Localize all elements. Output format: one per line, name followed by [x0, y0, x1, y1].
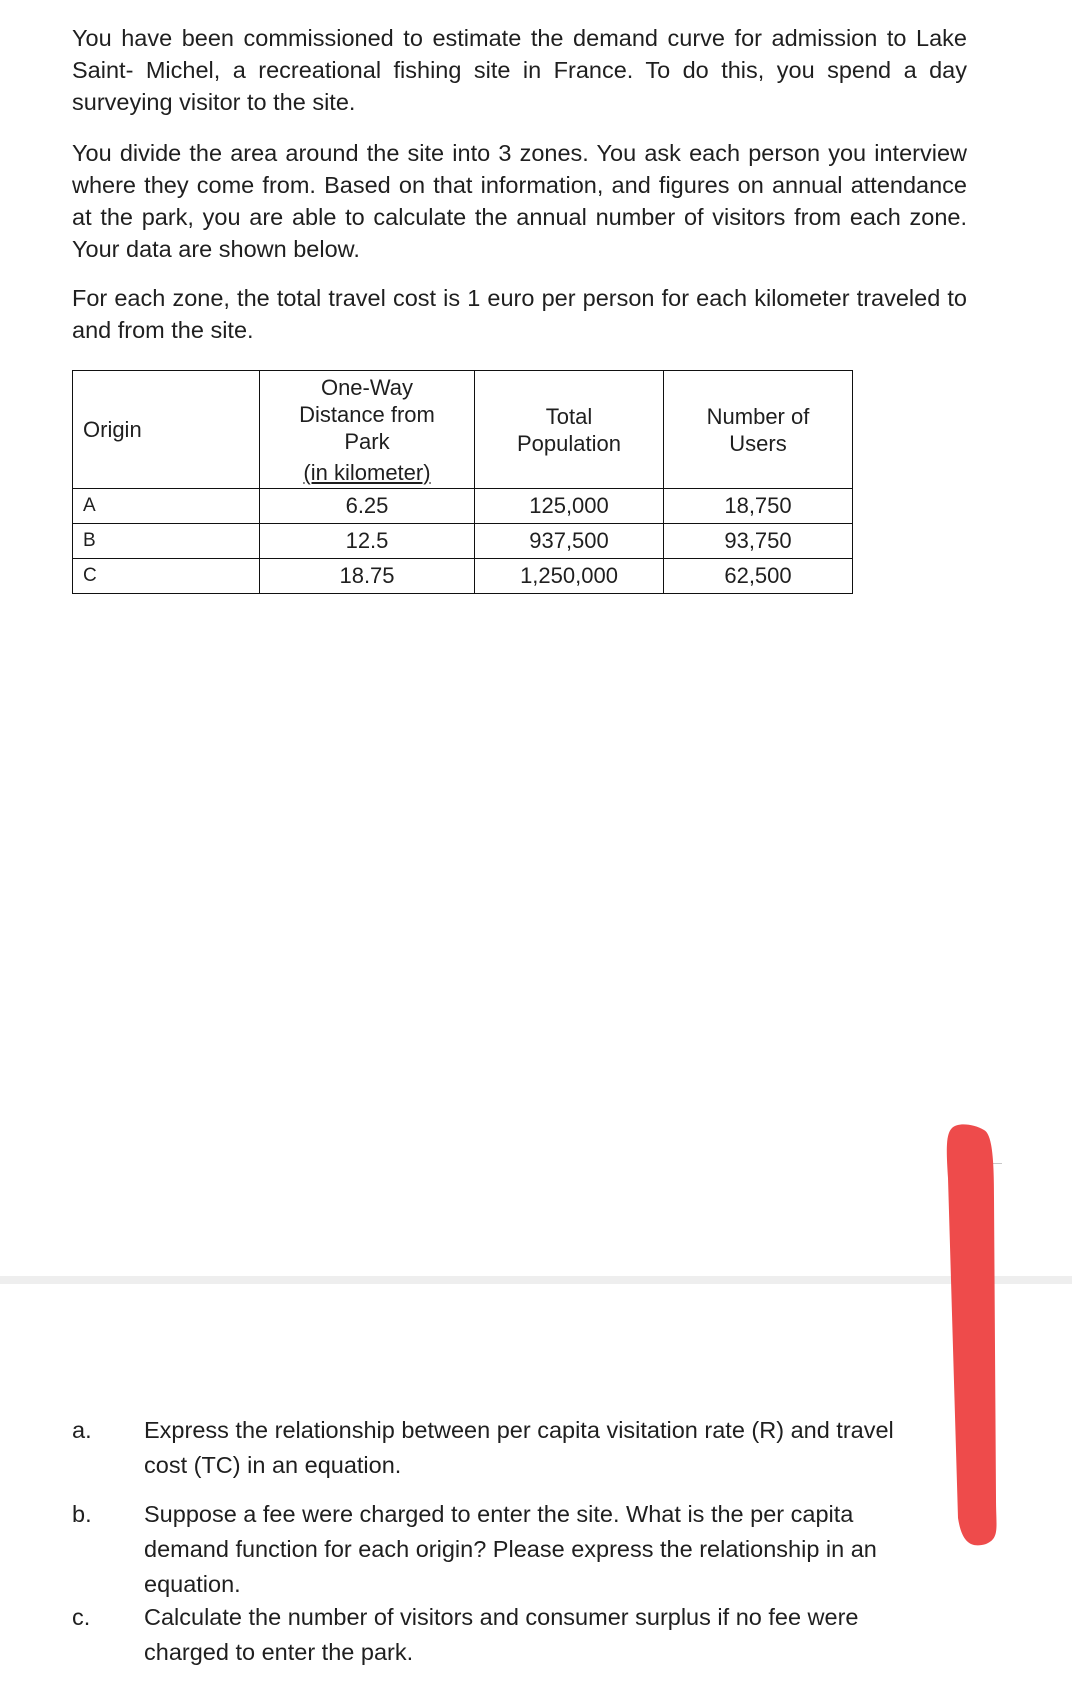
header-distance: [260, 371, 475, 489]
cell-distance: 18.75: [260, 559, 475, 594]
cell-population: 125,000: [475, 489, 664, 524]
header-users: [664, 371, 853, 489]
header-distance-line3: Park: [344, 428, 390, 454]
header-users-line2: Users: [729, 430, 787, 456]
visitor-data-table: [72, 370, 853, 594]
cell-population: 1,250,000: [475, 559, 664, 594]
header-population: [475, 371, 664, 489]
header-population-line1: Total: [545, 403, 593, 429]
header-population-line2: Population: [517, 430, 621, 456]
question-letter: b.: [72, 1501, 92, 1527]
cell-origin: C: [73, 559, 260, 594]
cell-users: 18,750: [664, 489, 853, 524]
cell-distance: 6.25: [260, 489, 475, 524]
cell-users: 62,500: [664, 559, 853, 594]
cell-users: 93,750: [664, 524, 853, 559]
red-mark-stroke: [947, 1124, 997, 1545]
header-users-line1: Number of: [706, 403, 810, 429]
intro-paragraph-1: You have been commissioned to estimate the demand curve for admission to Lake Saint- Michel, a recreational fishing site in France. To do this, you spend a day surveying visitor to the site.: [72, 25, 967, 115]
cell-origin: A: [73, 489, 260, 524]
header-distance-unit: (in kilometer): [303, 459, 431, 485]
header-distance-line2: Distance from: [299, 401, 435, 427]
table-row: [73, 524, 853, 559]
cell-origin: B: [73, 524, 260, 559]
header-origin: Origin: [73, 371, 260, 489]
intro-paragraph-3: For each zone, the total travel cost is 1 euro per person for each kilometer traveled to and from the site.: [72, 285, 967, 343]
cell-distance: 12.5: [260, 524, 475, 559]
cell-population: 937,500: [475, 524, 664, 559]
header-distance-line1: One-Way: [320, 374, 414, 400]
page-divider: [0, 1276, 1072, 1284]
question-letter: a.: [72, 1417, 92, 1443]
table-header-row: [73, 371, 853, 489]
red-redaction-mark: [934, 1118, 1006, 1550]
question-letter: c.: [72, 1604, 91, 1630]
question-text: Express the relationship between per capita visitation rate (R) and travel cost (TC) in an equation.: [144, 1417, 894, 1478]
intro-paragraph-2: You divide the area around the site into 3 zones. You ask each person you interview where they come from. Based on that information, and figures on annual attendance at the park, you are able to calculate the annual number of visitors from each zone. Your data are shown below.: [72, 140, 967, 262]
table-row: [73, 489, 853, 524]
question-text: Calculate the number of visitors and consumer surplus if no fee were charged to enter the park.: [144, 1604, 859, 1665]
table-row: [73, 559, 853, 594]
question-text: Suppose a fee were charged to enter the site. What is the per capita demand function for each origin? Please express the relationship in an equation.: [144, 1501, 877, 1597]
